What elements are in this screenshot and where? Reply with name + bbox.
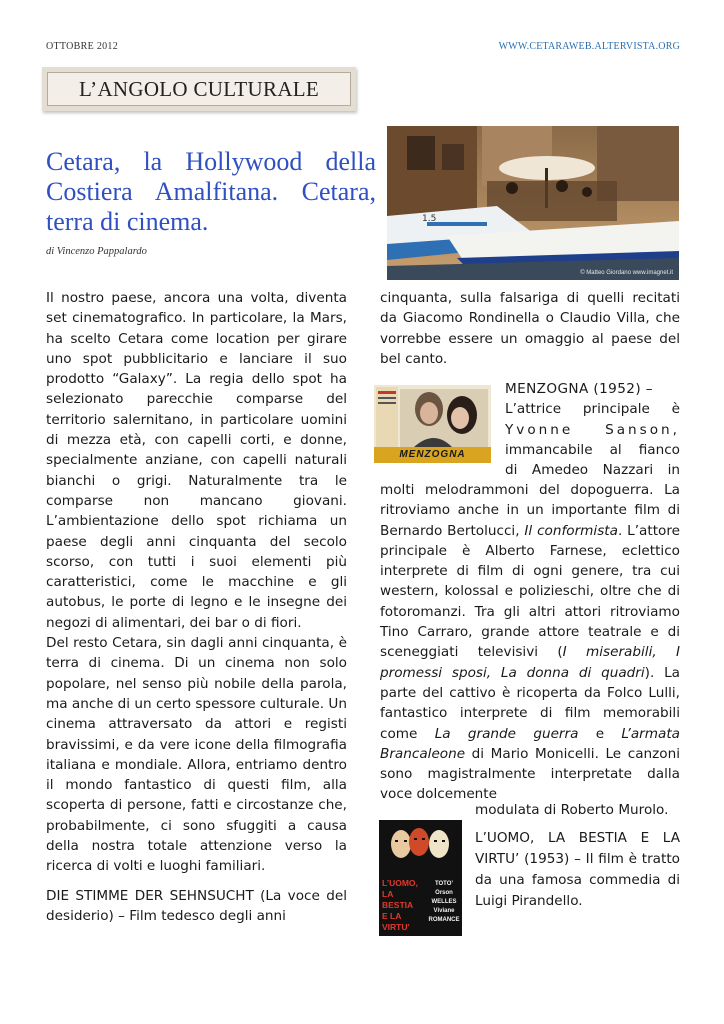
uomo-poster-line-1: L’UOMO,: [382, 878, 418, 888]
harbor-photo-illustration: [387, 126, 679, 280]
menzogna-text-d: e: [578, 725, 622, 742]
header-site-url[interactable]: WWW.CETARAWEB.ALTERVISTA.ORG: [498, 41, 680, 52]
cast-orson-welles: Orson WELLES: [431, 890, 457, 905]
paragraph-die-stimme: DIE STIMME DER SEHNSUCHT (La voce del desiderio) – Film tedesco degli anni: [46, 887, 347, 924]
menzogna-line-4: immancabile al fianco: [505, 442, 680, 458]
paragraph-die-stimme-cont: cinquanta, sulla falsariga di quelli recitati da Giacomo Rondinella o Claudio Villa, che vorrebbe essere un omaggio al paese del bel canto.: [380, 290, 680, 367]
article-title: Cetara, la Hollywood della Costiera Amalfitana. Cetara, terra di cinema.: [46, 147, 376, 236]
photo-credit: © Matteo Giordano www.imagnet.it: [580, 270, 673, 276]
uomo-poster-title: [382, 878, 426, 933]
menzogna-last-line: modulata di Roberto Murolo.: [475, 802, 669, 818]
menzogna-line-5: di Amedeo Nazzari in: [505, 462, 680, 478]
film-armata-brancaleone: L’armata Brancaleone: [380, 725, 680, 762]
menzogna-text-b: . L’attore principale è Alberto Farnese, eclettico interprete di film di ogni genere, tra cui western, kolossal e polizieschi, oltre che di fotoromanzi. Tra gli altri attori ritroviamo Tino Carraro, grande attore teatrale e di sceneggiati televisivi (: [380, 522, 680, 661]
menzogna-poster: [374, 385, 491, 463]
harbor-photo: [387, 126, 679, 280]
article-byline: di Vincenzo Pappalardo: [46, 246, 147, 257]
menzogna-text-a: molti melodrammoni del dopoguerra. La ritroviamo anche in un importante film di Bernardo Bertolucci,: [380, 482, 680, 539]
section-banner: [42, 67, 356, 111]
header-date: OTTOBRE 2012: [46, 41, 119, 52]
menzogna-line-3: Yvonne Sanson,: [505, 422, 680, 438]
cast-viviane-romance: Viviane ROMANCE: [428, 908, 460, 923]
film-la-grande-guerra: La grande guerra: [434, 725, 579, 742]
menzogna-text-e: di Mario Monicelli. Le canzoni sono magistralmente interpretate dalla voce dolcemente: [380, 745, 680, 803]
menzogna-text-c: ). La parte del cattivo è ricoperta da Folco Lulli, fantastico interprete di film memorabili come: [380, 664, 680, 742]
paragraph-cinema: Del resto Cetara, sin dagli anni cinquanta, è terra di cinema. Di un cinema non solo popolare, nel senso più nobile della parola, ma anche di un certo spessore culturale. Un cinema attraversato da attori e registi bravissimi, e da vere icone della filmografia italiana e mondiale. Allora, entriamo dentro il mondo fantastico di questi film, alla scoperta di persone, fatti e circostanze che, probabilmente, ci sono sfuggiti a causa della nostra totale attenzione verso la ricerca di volti e luoghi familiari.: [46, 635, 347, 875]
section-title: L’ANGOLO CULTURALE: [47, 72, 351, 106]
cast-toto: TOTO’: [434, 881, 454, 887]
paragraph-menzogna: [380, 480, 680, 805]
column-left: [46, 288, 347, 926]
paragraph-uomo: L’UOMO, LA BESTIA E LA VIRTU’ (1953) – Il film è tratto da una famosa commedia di Luigi Pirandello.: [475, 830, 680, 909]
paragraph-spot: Il nostro paese, ancora una volta, diventa set cinematografico. In particolare, la Mars, ha scelto Cetara come location per girare uno spot pubblicitario e lanciare il suo prodotto “Galaxy”. La regia dello spot ha selezionato parecchie comparse del territorio salernitano, in particolare uomini di mezza età, con capelli corti, e donne, specialmente anziane, con capelli naturali bianchi o grigi. Naturalmente tra le comparse non mancano giovani. L’ambientazione dello spot richiama un paese degli anni cinquanta del secolo scorso, con tutti i suoi elementi più caratteristici, come le macchine e gli autobus, le porte di legno e le insegne dei negozi di alimentari, dei bar o di fiori.: [46, 290, 347, 631]
uomo-bestia-virtu-poster: [379, 820, 462, 936]
menzogna-line-2: L’attrice principale è: [505, 401, 680, 417]
uomo-poster-line-2: LA BESTIA: [382, 889, 414, 910]
column-right: [380, 288, 680, 369]
uomo-poster-cast: [427, 880, 461, 925]
film-tv-titles: I miserabili, I promessi sposi, La donna di quadri: [380, 644, 681, 681]
menzogna-line-1: MENZOGNA (1952) –: [505, 381, 653, 397]
uomo-poster-line-3: E LA VIRTU’: [382, 911, 410, 932]
film-il-conformista: Il conformista: [524, 522, 618, 539]
svg-text:1.5: 1.5: [422, 214, 437, 224]
menzogna-poster-title: MENZOGNA: [399, 449, 466, 460]
